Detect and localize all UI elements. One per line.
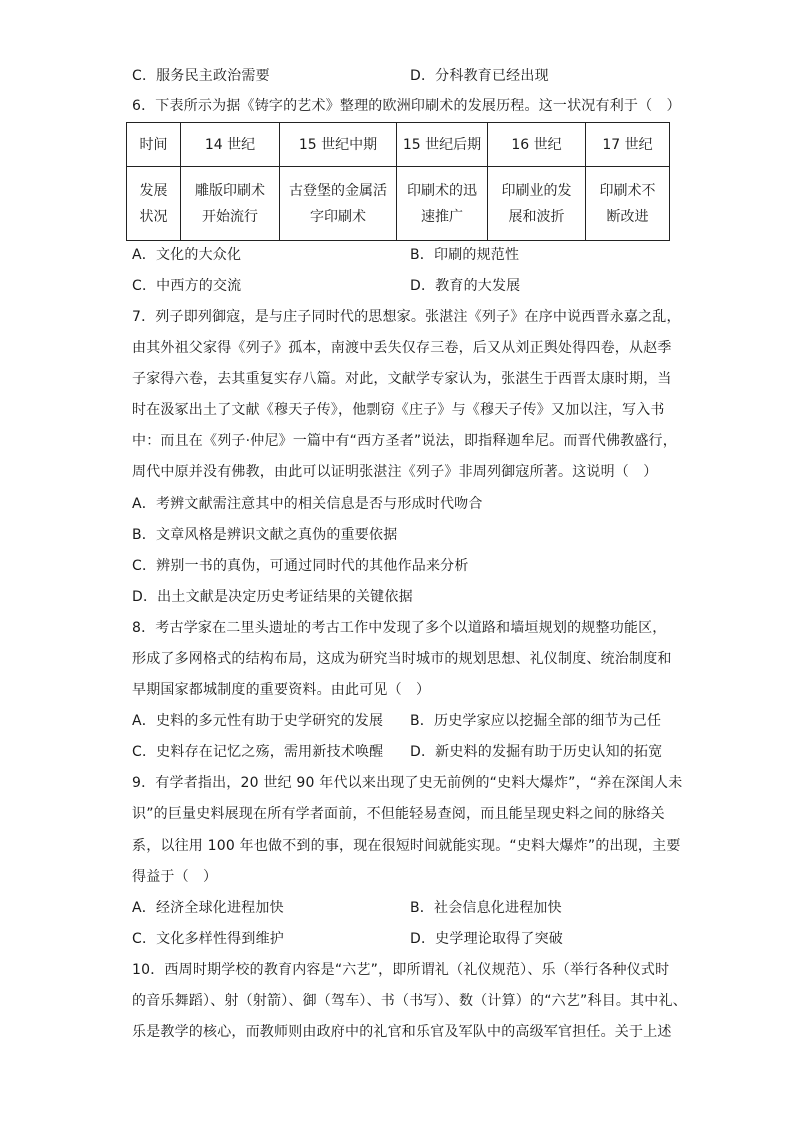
table-header-cell: 17 世纪 xyxy=(586,123,670,167)
q7-stem-line: 子家得六卷，去其重复实存八篇。对此，文献学专家认为，张湛生于西晋太康时期，当 xyxy=(132,371,672,387)
q7-option-c[interactable]: C．辨别一书的真伪，可通过同时代的其他作品来分析 xyxy=(132,558,469,574)
q7-stem-line: 由其外祖父家得《列子》孤本，南渡中丢失仅存三卷，后又从刘正舆处得四卷，从赵季 xyxy=(132,340,672,356)
q6-option-c[interactable]: C．中西方的交流 xyxy=(132,278,242,294)
q7-stem-line: 时在汲冢出土了文献《穆天子传》，他剽窃《庄子》与《穆天子传》又加以注，写入书 xyxy=(132,402,665,418)
q5-option-d[interactable]: D．分科教育已经出现 xyxy=(410,68,549,84)
q9-option-c[interactable]: C．文化多样性得到维护 xyxy=(132,931,284,947)
q9-stem-line: 得益于（ ） xyxy=(132,869,218,885)
q7-option-a[interactable]: A．考辨文献需注意其中的相关信息是否与形成时代吻合 xyxy=(132,496,483,512)
table-cell: 印刷术的迅 速推广 xyxy=(397,167,488,241)
q8-option-c[interactable]: C．史料存在记忆之殇，需用新技术唤醒 xyxy=(132,744,384,760)
q8-option-b[interactable]: B．历史学家应以挖掘全部的细节为己任 xyxy=(410,713,662,729)
printing-history-table xyxy=(126,122,670,241)
table-header-cell: 14 世纪 xyxy=(181,123,280,167)
q8-stem-line: 早期国家都城制度的重要资料。由此可见（ ） xyxy=(132,682,431,698)
q9-option-b[interactable]: B．社会信息化进程加快 xyxy=(410,900,562,916)
table-cell: 印刷业的发 展和波折 xyxy=(488,167,586,241)
q6-option-d[interactable]: D．教育的大发展 xyxy=(410,278,521,294)
table-header-cell: 时间 xyxy=(127,123,181,167)
q10-stem-line: 的音乐舞蹈）、射（射箭）、御（驾车）、书（书写）、数（计算）的“六艺”科目。其中礼、 xyxy=(132,993,687,1009)
table-cell: 古登堡的金属活 字印刷术 xyxy=(280,167,397,241)
q10-stem-line: 乐是教学的核心，而教师则由政府中的礼官和乐官及军队中的高级军官担任。关于上述 xyxy=(132,1024,672,1040)
q7-stem-line: 7．列子即列御寇，是与庄子同时代的思想家。张湛注《列子》在序中说西晋永嘉之乱， xyxy=(132,309,681,325)
table-cell: 印刷术不 断改进 xyxy=(586,167,670,241)
table-row xyxy=(127,167,670,241)
q8-option-d[interactable]: D．新史料的发掘有助于历史认知的拓宽 xyxy=(410,744,663,760)
q9-option-d[interactable]: D．史学理论取得了突破 xyxy=(410,931,563,947)
table-header-cell: 16 世纪 xyxy=(488,123,586,167)
q9-stem-line: 识”的巨量史料展现在所有学者面前，不但能轻易查阅，而且能呈现史料之间的脉络关 xyxy=(132,806,665,822)
q8-stem-line: 形成了多网格式的结构布局，这成为研究当时城市的规划思想、礼仪制度、统治制度和 xyxy=(132,651,672,667)
q6-stem: 6．下表所示为据《铸字的艺术》整理的欧洲印刷术的发展历程。这一状况有利于（ ） xyxy=(132,98,681,114)
q9-option-a[interactable]: A．经济全球化进程加快 xyxy=(132,900,284,916)
q9-stem-line: 系，以往用 100 年也做不到的事，现在很短时间就能实现。“史料大爆炸”的出现，主要 xyxy=(132,838,681,854)
q7-option-b[interactable]: B．文章风格是辨识文献之真伪的重要依据 xyxy=(132,527,398,543)
q7-stem-line: 周代中原并没有佛教，由此可以证明张湛注《列子》非周列御寇所著。这说明（ ） xyxy=(132,464,658,480)
q6-option-a[interactable]: A．文化的大众化 xyxy=(132,247,242,263)
table-header-row xyxy=(127,123,670,167)
q6-option-b[interactable]: B．印刷的规范性 xyxy=(410,247,520,263)
q10-stem-line: 10．西周时期学校的教育内容是“六艺”，即所谓礼（礼仪规范）、乐（举行各种仪式时 xyxy=(132,962,670,978)
table-cell: 雕版印刷术 开始流行 xyxy=(181,167,280,241)
table-header-cell: 15 世纪中期 xyxy=(280,123,397,167)
q7-option-d[interactable]: D．出土文献是决定历史考证结果的关键依据 xyxy=(132,589,413,605)
q9-stem-line: 9．有学者指出，20 世纪 90 年代以来出现了史无前例的“史料大爆炸”，“养在深闺人未 xyxy=(132,775,683,791)
table-cell: 发展 状况 xyxy=(127,167,181,241)
q7-stem-line: 中：而且在《列子·仲尼》一篇中有“西方圣者”说法，即指释迦牟尼。而晋代佛教盛行， xyxy=(132,433,677,449)
q8-option-a[interactable]: A．史料的多元性有助于史学研究的发展 xyxy=(132,713,384,729)
table-header-cell: 15 世纪后期 xyxy=(397,123,488,167)
q5-option-c[interactable]: C．服务民主政治需要 xyxy=(132,68,270,84)
q8-stem-line: 8．考古学家在二里头遗址的考古工作中发现了多个以道路和墙垣规划的规整功能区， xyxy=(132,620,667,636)
